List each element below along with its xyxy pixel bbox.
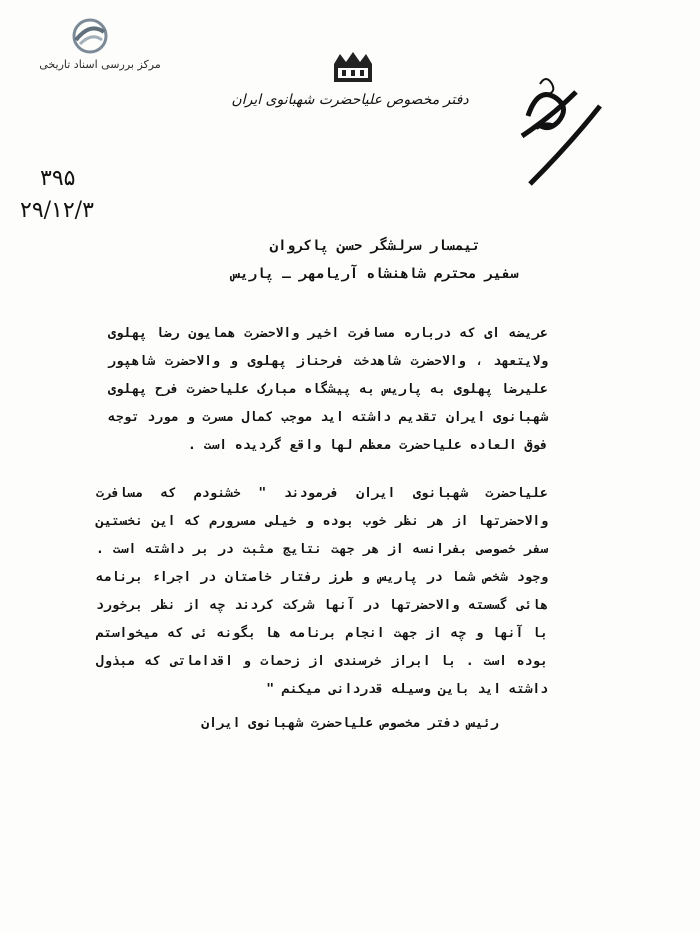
recipient-name: تیمسار سرلشگر حسن پاکروان <box>269 238 481 254</box>
archive-logo-icon <box>62 18 118 58</box>
recipient-title: سفیر محترم شاهنشاه آریامهر ـ پاریس <box>231 266 519 282</box>
handwritten-signature <box>500 56 620 186</box>
body-paragraph-1: عریضه ای که درباره مسافرت اخیر والاحضرت همایون رضا پهلوی ولایتعهد ، والاحضرت شاهدخت فرحناز پهلوی و والاحضرت شاهپور علیرضا پهلوی به پاریس به پیشگاه مبارک علیاحضرت فرح پهلوی شهبانوی ایران تقدیم داشته اید موجب کمال مسرت و مورد توجه فوق العاده علیاحضرت معظم لها واقع گردیده است . <box>108 326 548 453</box>
archive-watermark <box>30 18 161 78</box>
closing-signature-title: رئیس دفتر مخصوص علیاحضرت شهبانوی ایران <box>201 716 499 731</box>
archive-name: مرکز بررسی اسناد تاریخی <box>39 58 161 71</box>
office-header: دفتر مخصوص علیاحضرت شهبانوی ایران <box>231 92 469 108</box>
crown-crest-icon <box>328 50 378 86</box>
recipient-block <box>230 232 520 288</box>
body-paragraph-2: علیاحضرت شهبانوی ایران فرمودند " خشنودم که مسافرت والاحضرتها از هر نظر خوب بوده و خیلی مسرورم که این نخستین سفر خصوصی بفرانسه از هر جهت نتایج مثبت در بر داشته است . وجود شخص شما در پاریس و طرز رفتار خاصتان در اجراء برنامه هائی گسسته والاحضرتها در آنها شرکت کردند چه از نظر برخورد با آنها و چه از جهت انجام برنامه ها بگونه ئی که میخواستم بوده است . با ابراز خرسندی از زحمات و اقداماتی که مبذول داشته اید باین وسیله قدردانی میکنم " <box>96 486 548 697</box>
reference-number: ۳۹۵ <box>40 166 76 191</box>
reference-date: ۲۹/۱۲/۳ <box>20 198 94 223</box>
